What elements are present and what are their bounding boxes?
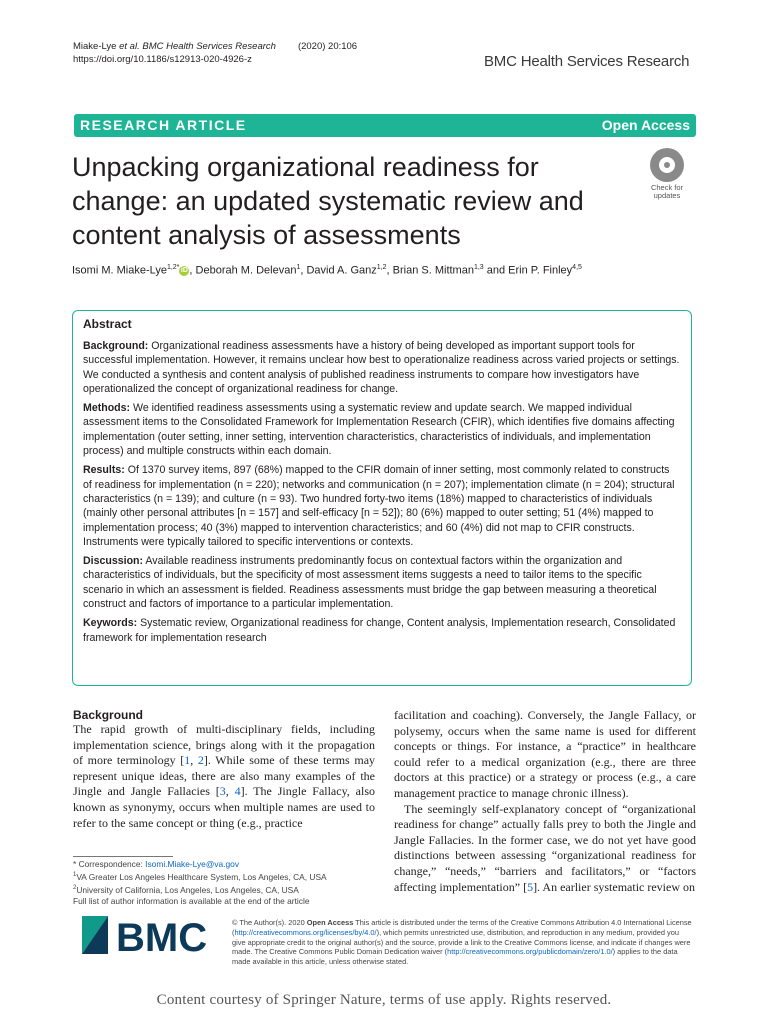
author-name[interactable]: Isomi M. Miake-Lye	[72, 264, 167, 277]
author-name[interactable]: David A. Ganz	[306, 264, 377, 277]
citation-link[interactable]: 4	[234, 784, 241, 799]
citation-link[interactable]: 5	[527, 879, 534, 894]
author-affiliation-sup: 1,2	[376, 264, 387, 271]
open-access-label: Open Access	[601, 117, 690, 133]
correspondence-label: * Correspondence:	[73, 859, 146, 869]
body-text: ,	[225, 784, 235, 799]
affiliation-1-text: VA Greater Los Angeles Healthcare System, Los Angeles, CA, USA	[76, 872, 327, 883]
author-separator: ,	[189, 264, 196, 277]
affiliation-1	[73, 870, 373, 883]
body-right-column	[394, 708, 696, 895]
crossmark-line1: Check for	[650, 183, 684, 192]
citation-link[interactable]: 1	[184, 753, 191, 768]
author-separator: ,	[300, 264, 307, 277]
article-type-label: RESEARCH ARTICLE	[80, 117, 247, 133]
background-paragraph-2	[394, 802, 696, 896]
abstract-keywords-label: Keywords:	[83, 617, 138, 630]
footnotes	[73, 859, 373, 908]
body-text: ,	[190, 753, 198, 768]
header-journal: BMC Health Services Research	[139, 41, 276, 52]
author-list	[72, 264, 712, 277]
bmc-logo-text: BMC	[116, 916, 208, 958]
background-heading: Background	[73, 708, 144, 722]
citation-line	[73, 40, 393, 53]
article-type-band	[74, 114, 696, 137]
article-title: Unpacking organizational readiness for change: an updated systematic review and content analysis of assessments	[72, 152, 584, 250]
author-name[interactable]: Erin P. Finley	[508, 264, 573, 277]
author-affiliation-sup: 1	[296, 264, 301, 271]
abstract-heading: Abstract	[83, 317, 132, 331]
abstract-discussion	[83, 554, 681, 611]
author-name[interactable]: Brian S. Mittman	[392, 264, 474, 277]
abstract-background-text: Organizational readiness assessments have a history of being developed as important support tools for successful implementation. However, it remains unclear how best to operationalize readiness across varied projects or settings. We conducted a synthesis and content analysis of published readiness instruments to compare how investigators have operationalized the concept of organizational readiness for change.	[83, 340, 680, 395]
doi-link[interactable]: https://doi.org/10.1186/s12913-020-4926-z	[73, 54, 252, 65]
affiliation-2-sup: 2	[73, 885, 77, 892]
abstract-methods-text: We identified readiness assessments using a systematic review and update search. We mapped individual assessment items to the Consolidated Framework for Implementation Research (CFIR), which identifies five domains affecting implementation (outer setting, inner setting, intervention characteristics, characteristics of individuals, and implementation process) and multiple constructs within each domain.	[83, 402, 675, 458]
affiliation-2	[73, 883, 373, 896]
license-text-part: ), which permits unrestricted use, distribution, and reproduction in any medium, provided you give appropriate credit to the original author(s) and the source, provide a link to the Creative Commons license, and indicate if changes were made. The Creative Commons Public Domain Dedication waiver (	[232, 927, 691, 957]
abstract-discussion-label: Discussion:	[83, 555, 144, 568]
check-for-updates-badge[interactable]	[646, 148, 688, 200]
abstract-methods	[83, 401, 681, 458]
license-text-part: ) applies to the data made available in this article, unless otherwise stated.	[232, 947, 678, 967]
full-list-note: Full list of author information is available at the end of the article	[73, 896, 310, 907]
license-open-access: Open Access	[306, 918, 354, 927]
affiliation-1-sup: 1	[73, 872, 77, 879]
abstract-box	[72, 310, 692, 686]
footnote-rule	[73, 856, 173, 857]
license-text	[232, 918, 694, 967]
abstract-results-text: Of 1370 survey items, 897 (68%) mapped to the CFIR domain of inner setting, most commonly related to constructs of readiness for implementation (n = 220); networks and communication (n = 207); implementation climate (n = 204); structural characteristics (n = 139); and culture (n = 93). Two hundred forty-two items (18%) mapped to characteristics of individuals (mainly other personal attributes [n = 157] and self-efficacy [n = 52]); 80 (6%) mapped to outer setting; 51 (4%) mapped to implementation process; 40 (3%) mapped to intervention characteristics; and 60 (4%) did not map to CFIR constructs. Instruments were typically tailored to specific interventions or contexts.	[83, 464, 675, 548]
crossmark-icon	[650, 148, 684, 182]
body-text: The rapid growth of multi-disciplinary fields, including implementation science, brings along with it the propagation of more terminology [	[73, 722, 375, 768]
body-text: The seemingly self-explanatory concept of “organizational readiness for change” actually falls prey to both the Jingle and Jangle Fallacies. In the former case, we do not yet have good distinctions between assessing “organizational readiness for change,” “needs,” “barriers and facilitators,” or “factors affecting implementation” [	[394, 801, 696, 894]
abstract-results	[83, 463, 681, 549]
abstract-keywords-text: Systematic review, Organizational readiness for change, Content analysis, Implementation research, Consolidated framework for implementation research	[83, 617, 676, 644]
orcid-icon[interactable]: iD	[180, 266, 188, 274]
abstract-background-label: Background:	[83, 340, 149, 352]
journal-brand: BMC Health Services Research	[484, 53, 690, 70]
body-text: ]. The Jingle Fallacy, also known as synonymy, occurs when multiple names are used to refer to the same concept or thing (e.g., practice	[73, 784, 375, 830]
author-affiliation-sup: 1,3	[473, 264, 484, 271]
license-text-part: This article is distributed under the terms of the Creative Commons Attribution 4.0 International License (	[232, 918, 692, 937]
crossmark-line2: updates	[653, 191, 681, 200]
bmc-logo	[82, 912, 222, 958]
abstract-results-label: Results:	[83, 464, 125, 477]
citation-link[interactable]: 3	[219, 784, 226, 799]
courtesy-notice: Content courtesy of Springer Nature, terms of use apply. Rights reserved.	[156, 992, 612, 1008]
abstract-keywords	[83, 616, 681, 645]
header-et-al: et al.	[119, 41, 140, 52]
abstract-discussion-text: Available readiness instruments predominantly focus on contextual factors within the organization and characteristics of individuals, but the specificity of most assessment items suggests a need to tailor items to the specific scenario in which an assessment is fielded. Readiness assessments must bridge the gap between measuring a theoretical construct and factors of importance to a particular implementation.	[83, 555, 657, 611]
header-year-volume: (2020) 20:106	[297, 41, 358, 52]
abstract-background	[83, 339, 681, 396]
author-separator: ,	[386, 264, 393, 277]
license-url-link[interactable]: http://creativecommons.org/licenses/by/4.0/	[234, 927, 377, 937]
author-affiliation-sup: 1,2*	[166, 264, 180, 271]
citation-link[interactable]: 2	[197, 753, 204, 768]
author-affiliation-sup: 4,5	[572, 264, 582, 271]
publicdomain-url-link[interactable]: http://creativecommons.org/publicdomain/zero/1.0/	[447, 947, 613, 957]
header-authors: Miake-Lye	[73, 41, 120, 52]
license-copyright: © The Author(s). 2020	[232, 918, 307, 927]
body-text: ]. An earlier systematic review on	[533, 879, 696, 894]
correspondence	[73, 859, 373, 870]
author-name[interactable]: Deborah M. Delevan	[195, 264, 297, 277]
body-left-column	[73, 708, 375, 831]
running-header	[73, 40, 393, 66]
abstract-methods-label: Methods:	[83, 402, 131, 415]
body-text: ]. While some of these terms may represent unique ideas, there are also many examples of the Jingle and Jangle Fallacies [	[73, 753, 376, 799]
affiliation-2-text: University of California, Los Angeles, Los Angeles, CA, USA	[76, 885, 299, 896]
author-separator: and	[483, 264, 509, 277]
correspondence-email-link[interactable]: Isomi.Miake-Lye@va.gov	[145, 859, 240, 869]
crossmark-text	[646, 184, 688, 200]
background-paragraph-1	[73, 722, 375, 831]
background-paragraph-1-cont: facilitation and coaching). Conversely, the Jangle Fallacy, or polysemy, occurs when the same name is used for different concepts or things. For instance, a “practice” in healthcare could refer to a medical organization (e.g., there are three doctors at this practice) or a strategy or process (e.g., a care management practice to manage chronic illness).	[394, 708, 696, 800]
